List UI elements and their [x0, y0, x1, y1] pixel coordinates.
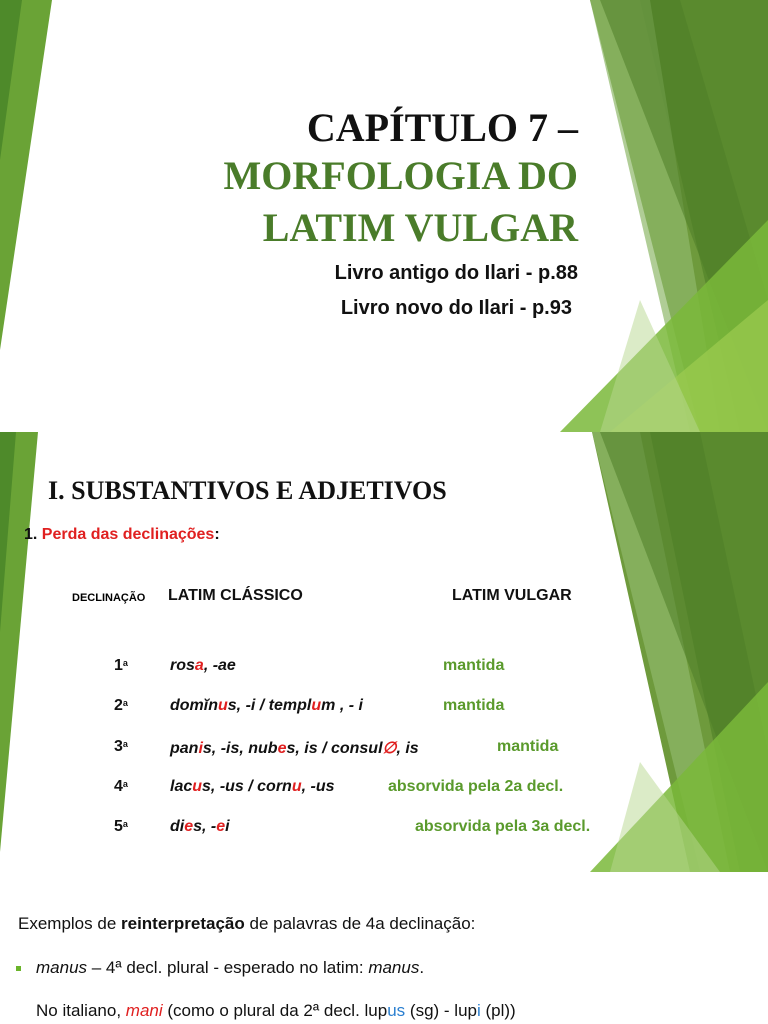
example-italian: No italiano, mani (como o plural da 2ª decl. lupus (sg) - lupi (pl)) [36, 1001, 516, 1020]
vulgar-outcome: mantida [443, 657, 505, 674]
reference-new-book: Livro novo do Ilari - p.93 [340, 297, 572, 319]
declension-number: 2$^a$ [114, 697, 128, 714]
classical-form: dies, -ei [170, 818, 230, 835]
bullet-marker [16, 966, 21, 971]
title-line-1: CAPÍTULO 7 – [306, 105, 578, 150]
slide-examples [0, 872, 768, 1024]
vulgar-outcome: mantida [497, 738, 559, 755]
point-title: Perda das declinações [41, 526, 215, 543]
column-header-classical: LATIM CLÁSSICO [168, 587, 303, 604]
title-line-3: LATIM VULGAR [262, 205, 578, 250]
declension-number: 3$^a$ [114, 738, 128, 755]
declension-number: 5$^a$ [114, 818, 128, 835]
column-header-vulgar: LATIM VULGAR [452, 587, 572, 604]
classical-form: lacus, -us / cornu, -us [170, 778, 335, 795]
example-manus: manus – 4ª decl. plural - esperado no latim: manus. [36, 958, 425, 977]
section-heading: I. SUBSTANTIVOS E ADJETIVOS [48, 476, 447, 505]
point-number: 1. [24, 526, 42, 543]
vulgar-outcome: absorvida pela 2a decl. [388, 778, 564, 795]
vulgar-outcome: mantida [443, 697, 505, 714]
point-1 [24, 526, 220, 544]
point-colon: : [214, 526, 220, 543]
column-header-declension: DECLINAÇÃO [72, 592, 146, 604]
declension-number: 1$^a$ [114, 657, 128, 674]
declension-number: 4$^a$ [114, 778, 128, 795]
classical-form: panis, -is, nubes, is / consul∅, is [170, 740, 419, 757]
examples-intro: Exemplos de reinterpretação de palavras de 4a declinação: [18, 914, 476, 933]
classical-form: domĭnus, -i / templum , - i [170, 697, 363, 714]
slide-declensions [0, 432, 768, 872]
slide-title [0, 0, 768, 432]
classical-form: rosa, -ae [170, 657, 236, 674]
title-line-2: MORFOLOGIA DO [223, 153, 578, 198]
reference-old-book: Livro antigo do Ilari - p.88 [334, 262, 578, 284]
vulgar-outcome: absorvida pela 3a decl. [415, 818, 591, 835]
